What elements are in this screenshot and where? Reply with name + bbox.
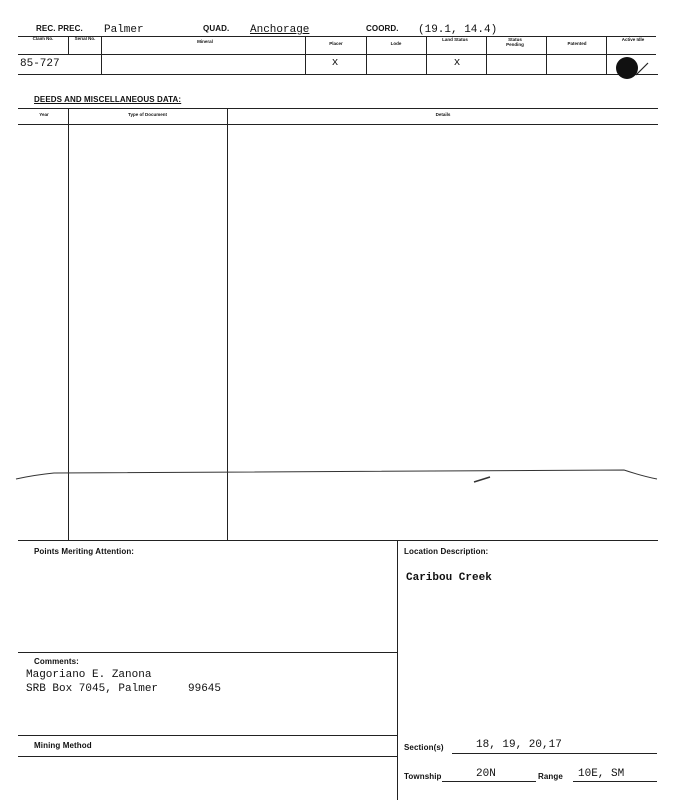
comments-zip: 99645 bbox=[188, 683, 222, 695]
claim-col-divider bbox=[546, 36, 547, 74]
location-description-value: Caribou Creek bbox=[406, 572, 492, 584]
comments-line-1: Magoriano E. Zanona bbox=[26, 669, 152, 681]
coord-label: COORD. bbox=[366, 24, 399, 33]
rec-prec-value: Palmer bbox=[104, 24, 144, 36]
col-header-active-idle: Active Idle bbox=[621, 37, 645, 42]
location-description-label: Location Description: bbox=[404, 547, 489, 556]
lower-section-center-divider bbox=[397, 540, 398, 800]
township-value: 20N bbox=[476, 768, 496, 780]
deeds-header-top-line bbox=[18, 108, 658, 109]
active-slash-mark bbox=[634, 60, 650, 76]
sections-value: 18, 19, 20,17 bbox=[476, 739, 562, 751]
deeds-horizontal-stroke bbox=[14, 465, 659, 487]
claim-col-divider bbox=[68, 36, 69, 54]
col-header-serial-no: Serial No. bbox=[74, 36, 96, 41]
mining-method-label: Mining Method bbox=[34, 741, 92, 750]
claim-col-divider bbox=[606, 36, 607, 74]
comments-line-2: SRB Box 7045, Palmer bbox=[26, 683, 159, 695]
col-header-patented: Patented bbox=[567, 41, 587, 46]
col-header-lode: Lode bbox=[390, 41, 402, 46]
points-meriting-attention-label: Points Meriting Attention: bbox=[34, 547, 135, 556]
col-header-placer: Placer bbox=[329, 41, 343, 46]
claim-col-divider bbox=[366, 36, 367, 74]
rec-prec-label: REC. PREC. bbox=[36, 24, 83, 33]
placer-mark: x bbox=[331, 57, 339, 69]
col-header-land-status: Land Status bbox=[442, 37, 468, 42]
claim-table-mid-line bbox=[18, 54, 656, 55]
sections-underline bbox=[452, 753, 657, 754]
quad-label: QUAD. bbox=[203, 24, 230, 33]
claim-no-value: 85-727 bbox=[20, 58, 60, 70]
deeds-header-bottom-line bbox=[18, 124, 658, 125]
land-status-mark: x bbox=[453, 57, 461, 69]
range-underline bbox=[573, 781, 657, 782]
mining-method-bottom-line bbox=[18, 756, 398, 757]
coord-value: (19.1, 14.4) bbox=[418, 24, 498, 36]
col-header-status-pending: Status Pending bbox=[506, 37, 524, 47]
col-header-mineral: Mineral bbox=[197, 39, 213, 44]
comments-top-line bbox=[18, 652, 398, 653]
township-label: Township bbox=[404, 772, 442, 781]
deeds-col-year: Year bbox=[39, 112, 49, 117]
range-label: Range bbox=[538, 772, 563, 781]
sections-label: Section(s) bbox=[404, 743, 444, 752]
claim-table-bottom-line bbox=[18, 74, 658, 75]
quad-value: Anchorage bbox=[250, 24, 310, 36]
comments-label: Comments: bbox=[34, 657, 79, 666]
range-value: 10E, SM bbox=[578, 768, 625, 780]
deeds-col-details: Details bbox=[435, 112, 451, 117]
col-header-claim-no: Claim No. bbox=[32, 36, 54, 41]
claim-table-top-line bbox=[18, 36, 656, 37]
mining-method-top-line bbox=[18, 735, 398, 736]
claim-col-divider bbox=[101, 36, 102, 74]
township-underline bbox=[442, 781, 536, 782]
deeds-title: DEEDS AND MISCELLANEOUS DATA: bbox=[34, 95, 182, 104]
deeds-col-type: Type of Document bbox=[128, 112, 167, 117]
lower-section-top-line bbox=[18, 540, 658, 541]
